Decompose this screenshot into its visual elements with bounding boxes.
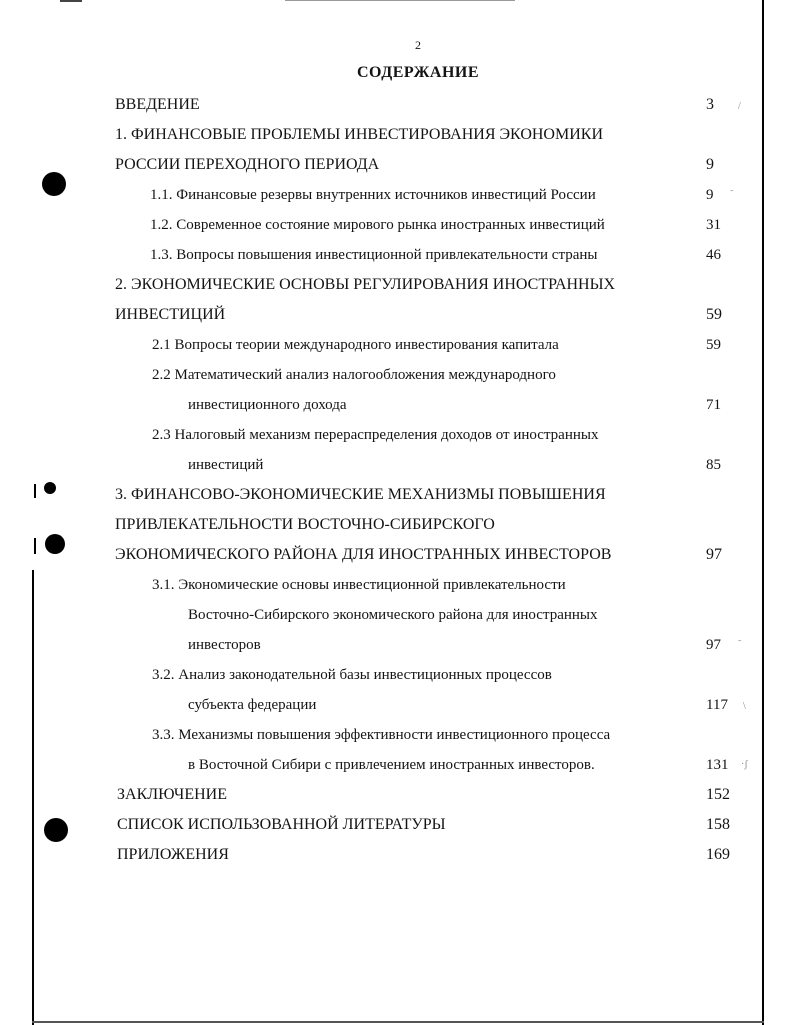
dot-leader <box>430 150 680 180</box>
toc-entry-title: 2.1 Вопросы теории международного инвестирования капитала <box>152 330 559 360</box>
dot-leader <box>250 300 680 330</box>
toc-entry-title: Восточно-Сибирского экономического района для иностранных <box>188 600 598 630</box>
dot-leader <box>253 840 680 870</box>
toc-entry <box>0 570 793 600</box>
toc-entry <box>0 90 793 120</box>
check-mark: ˜ <box>730 189 734 200</box>
dot-leader <box>525 810 680 840</box>
toc-entry-title: 1. ФИНАНСОВЫЕ ПРОБЛЕМЫ ИНВЕСТИРОВАНИЯ ЭКОНОМИКИ <box>115 120 603 150</box>
check-mark: ˜ <box>738 639 742 650</box>
toc-entry-title: СПИСОК ИСПОЛЬЗОВАННОЙ ЛИТЕРАТУРЫ <box>117 810 446 840</box>
toc-entry <box>0 240 793 270</box>
toc-entry-page: 59 <box>706 306 722 323</box>
toc-entry-page: 71 <box>706 397 721 413</box>
toc-entry <box>0 840 793 870</box>
page-number: 2 <box>415 38 421 52</box>
toc-entry-title: 3.1. Экономические основы инвестиционной привлекательности <box>152 570 566 600</box>
check-mark: \ <box>743 701 746 712</box>
toc-entry <box>0 540 793 570</box>
toc-entry <box>0 600 793 630</box>
toc-entry-page: 3 <box>706 96 714 113</box>
toc-entry <box>0 330 793 360</box>
toc-entry-title: субъекта федерации <box>188 690 316 720</box>
toc-entry-page: 117 <box>706 697 728 713</box>
toc-entry-title: ИНВЕСТИЦИЙ <box>115 300 225 330</box>
dot-leader <box>385 390 680 420</box>
toc-entry <box>0 390 793 420</box>
scan-edge-top-left <box>60 0 82 2</box>
dot-leader <box>253 780 680 810</box>
toc-entry-title: 1.2. Современное состояние мирового рынка иностранных инвестиций <box>150 210 605 240</box>
check-mark: / <box>738 101 741 112</box>
toc-entry-page: 152 <box>706 786 730 803</box>
toc-entry <box>0 750 793 780</box>
toc-entry <box>0 210 793 240</box>
toc-entry-title: ЭКОНОМИЧЕСКОГО РАЙОНА ДЛЯ ИНОСТРАННЫХ ИНВЕСТОРОВ <box>115 540 611 570</box>
toc-entry-title: ЗАКЛЮЧЕНИЕ <box>117 780 227 810</box>
toc-entry-title: инвесторов <box>188 630 261 660</box>
check-mark: ·ʃ <box>741 759 748 770</box>
toc-entry <box>0 360 793 390</box>
dot-leader <box>250 90 680 120</box>
toc-entry <box>0 720 793 750</box>
toc-entry-title: 3.3. Механизмы повышения эффективности инвестиционного процесса <box>152 720 610 750</box>
dot-leader <box>297 630 680 660</box>
toc-entry <box>0 690 793 720</box>
dot-leader <box>650 330 680 360</box>
toc-entry <box>0 810 793 840</box>
toc-entry <box>0 300 793 330</box>
toc-entry <box>0 660 793 690</box>
dot-leader <box>297 450 680 480</box>
toc-entry-title: инвестиционного дохода <box>188 390 347 420</box>
toc-entry-title: ВВЕДЕНИЕ <box>115 90 200 120</box>
toc-entry <box>0 510 793 540</box>
toc-entry <box>0 450 793 480</box>
page-title: СОДЕРЖАНИЕ <box>356 64 480 81</box>
scan-edge-bottom <box>32 1021 764 1023</box>
toc-entry-title: ПРИВЛЕКАТЕЛЬНОСТИ ВОСТОЧНО-СИБИРСКОГО <box>115 510 495 540</box>
toc-entry <box>0 120 793 150</box>
toc-entry-title: 1.1. Финансовые резервы внутренних источников инвестиций России <box>150 180 596 210</box>
toc-entry-page: 46 <box>706 247 721 263</box>
toc-entry-page: 59 <box>706 337 721 353</box>
toc-entry-page: 85 <box>706 457 721 473</box>
toc-entry-title: 2. ЭКОНОМИЧЕСКИЕ ОСНОВЫ РЕГУЛИРОВАНИЯ ИНОСТРАННЫХ <box>115 270 615 300</box>
toc-entry-title: 3. ФИНАНСОВО-ЭКОНОМИЧЕСКИЕ МЕХАНИЗМЫ ПОВЫШЕНИЯ <box>115 480 606 510</box>
toc-entry-title: РОССИИ ПЕРЕХОДНОГО ПЕРИОДА <box>115 150 379 180</box>
toc-entry-title: в Восточной Сибири с привлечением иностранных инвесторов. <box>188 750 595 780</box>
dot-leader <box>388 690 680 720</box>
toc-entry <box>0 480 793 510</box>
toc-entry-title: 3.2. Анализ законодательной базы инвестиционных процессов <box>152 660 552 690</box>
toc-entry <box>0 420 793 450</box>
toc-entry <box>0 180 793 210</box>
toc-entry-page: 97 <box>706 637 721 653</box>
toc-entry-page: 158 <box>706 816 730 833</box>
toc-entry-page: 131 <box>706 757 729 773</box>
scan-edge-top-right <box>285 0 515 1</box>
toc-entry-page: 9 <box>706 156 714 173</box>
toc-entry <box>0 630 793 660</box>
toc-entry-page: 97 <box>706 546 722 563</box>
toc-entry-title: ПРИЛОЖЕНИЯ <box>117 840 229 870</box>
toc-entry-title: 1.3. Вопросы повышения инвестиционной привлекательности страны <box>150 240 597 270</box>
toc-entry-page: 9 <box>706 187 714 203</box>
toc-entry <box>0 270 793 300</box>
toc-entry <box>0 150 793 180</box>
toc-entry-page: 31 <box>706 217 721 233</box>
toc-entry-title: 2.3 Налоговый механизм перераспределения доходов от иностранных <box>152 420 598 450</box>
toc-entry-title: 2.2 Математический анализ налогообложения международного <box>152 360 556 390</box>
toc-entry <box>0 780 793 810</box>
toc-entry-page: 169 <box>706 846 730 863</box>
toc-entry-title: инвестиций <box>188 450 263 480</box>
